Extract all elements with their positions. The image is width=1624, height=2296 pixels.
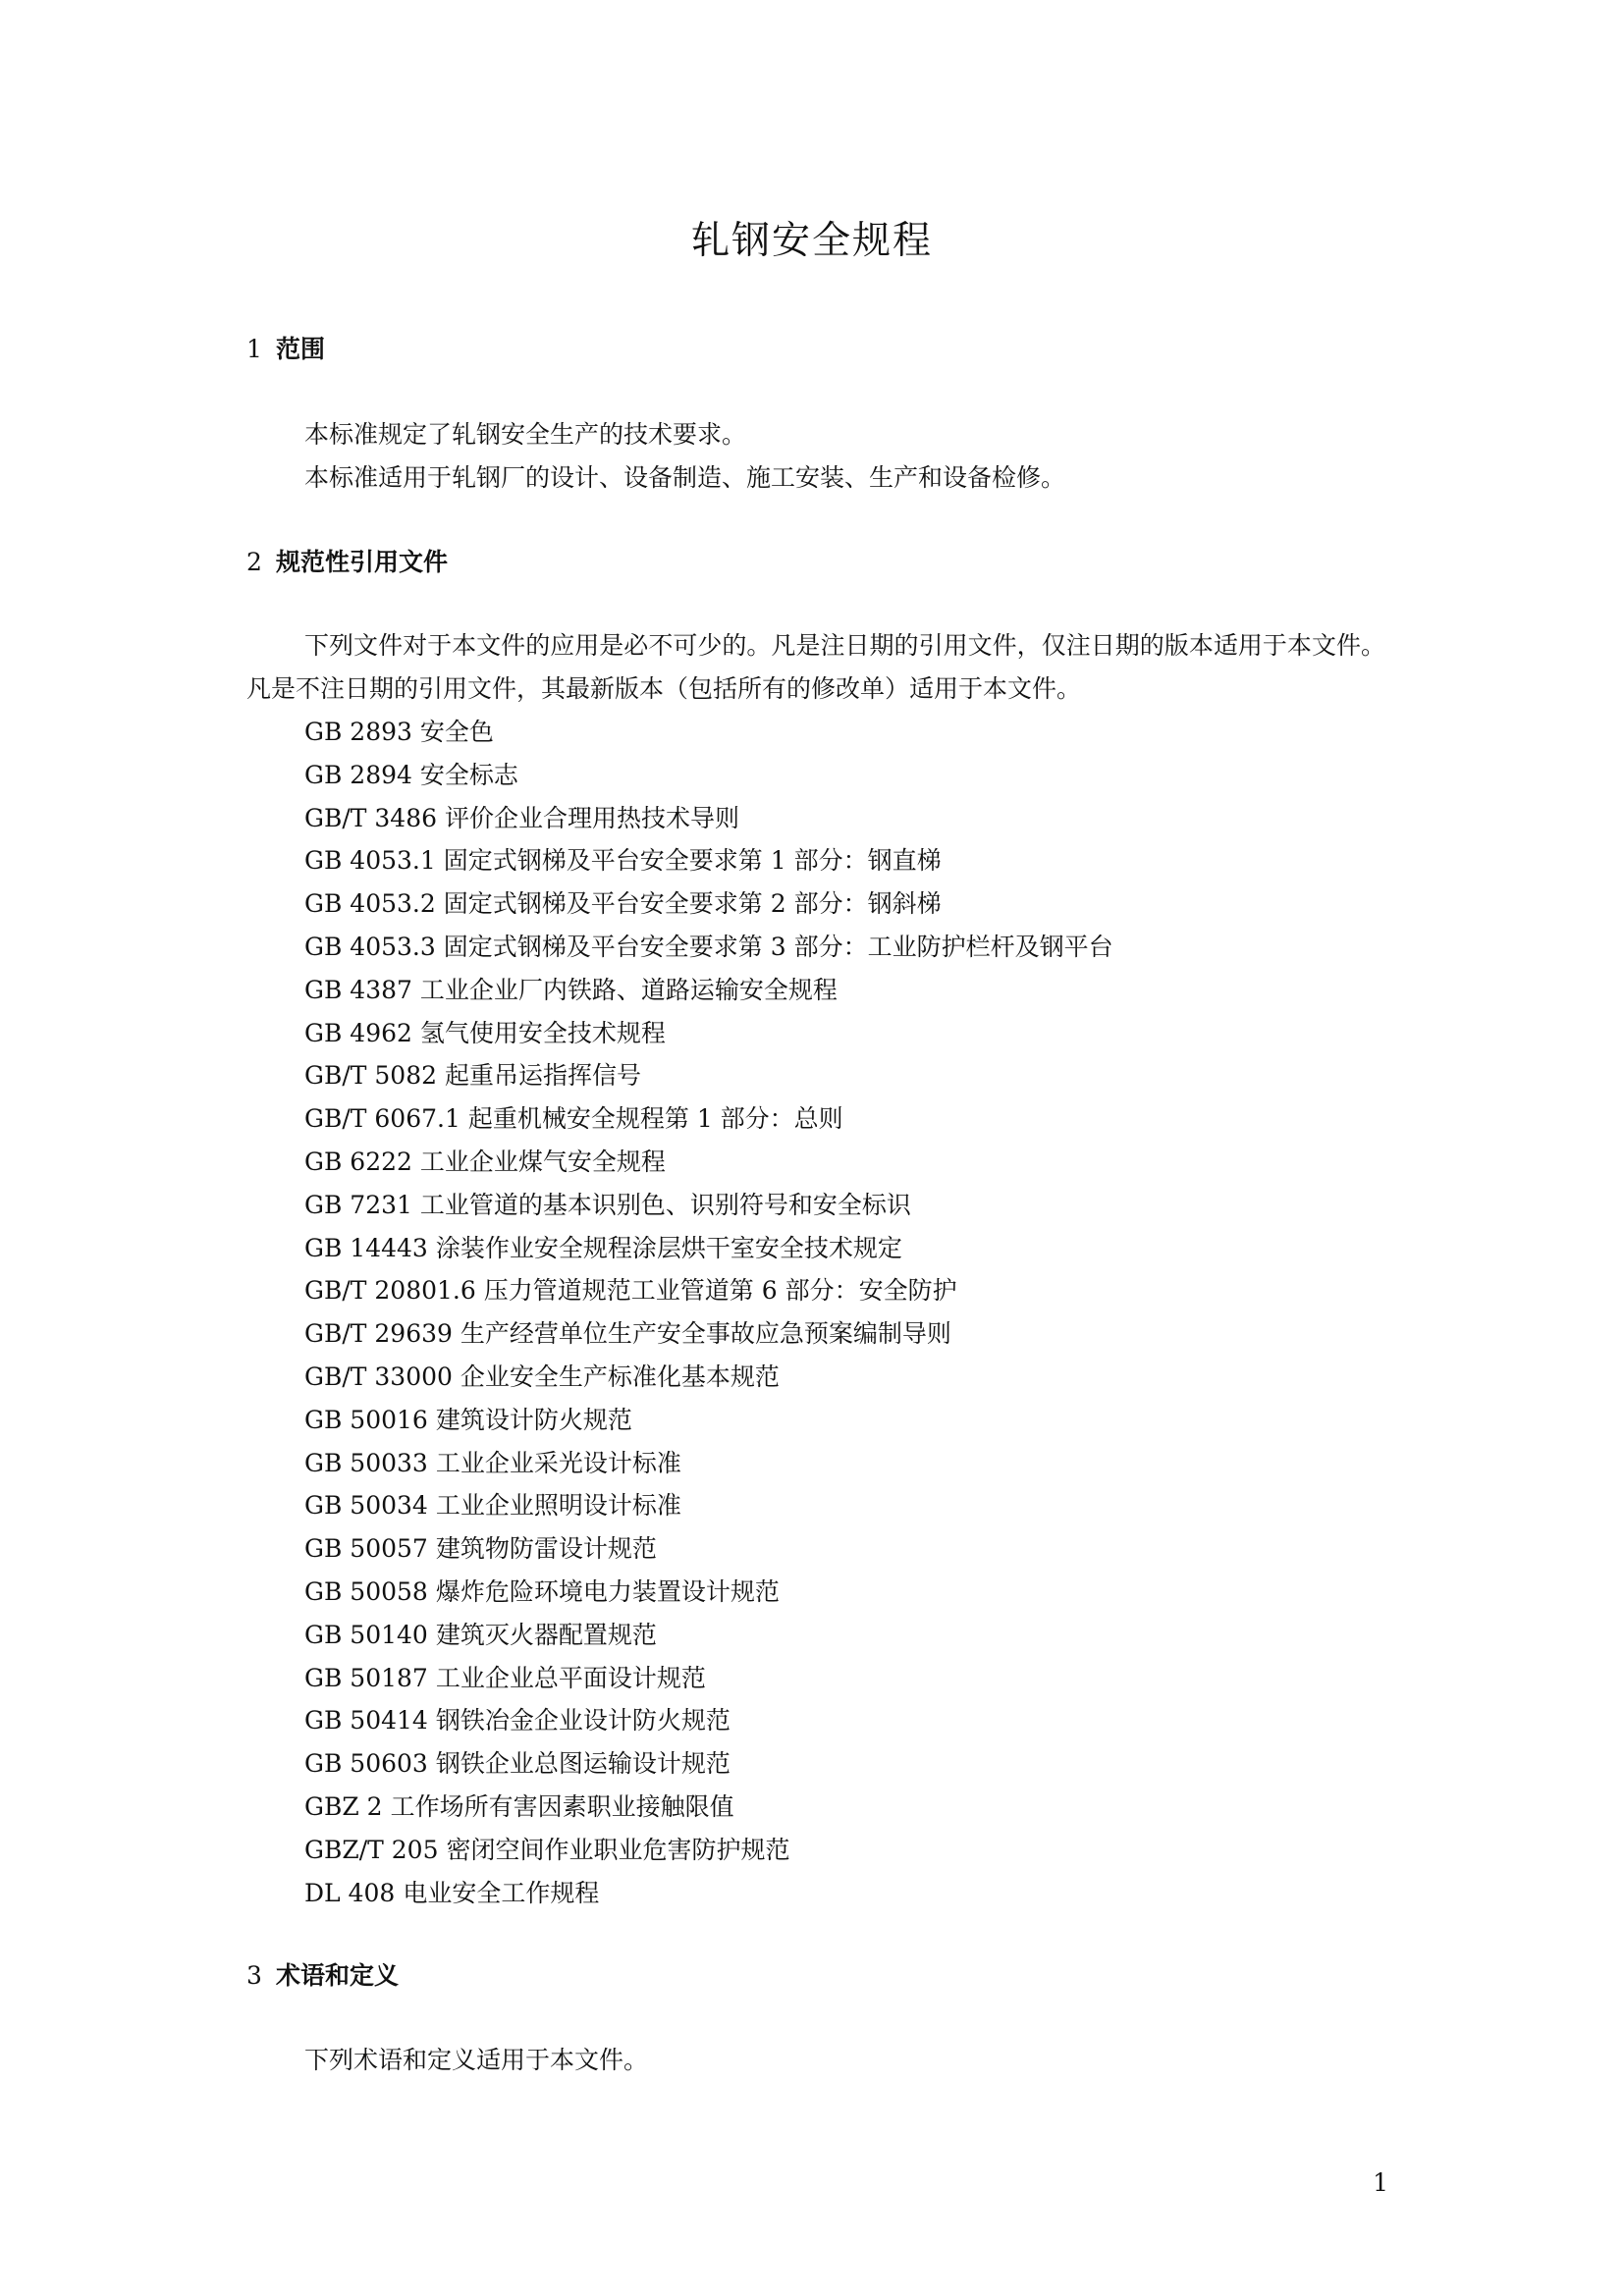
- reference-code: GBZ/T 205: [304, 1835, 439, 1864]
- reference-title: 建筑物防雷设计规范: [435, 1534, 657, 1564]
- section-title: 术语和定义: [276, 1961, 400, 1990]
- reference-code: GB 2893: [304, 718, 412, 746]
- list-item: [304, 1527, 1113, 1571]
- list-item: [304, 1872, 1113, 1915]
- reference-title: 建筑设计防火规范: [435, 1405, 632, 1434]
- list-item: [304, 1829, 1113, 1872]
- reference-title: 固定式钢梯及平台安全要求第 2 部分：钢斜梯: [443, 889, 942, 919]
- reference-title: 工业企业煤气安全规程: [419, 1147, 666, 1176]
- list-item: [304, 1227, 1113, 1270]
- reference-code: GB/T 29639: [304, 1319, 453, 1349]
- list-item: [304, 969, 1113, 1012]
- list-item: [304, 1054, 1113, 1097]
- reference-title: 钢铁企业总图运输设计规范: [435, 1749, 731, 1779]
- list-item: [304, 1141, 1113, 1184]
- section-title: 范围: [276, 335, 326, 363]
- reference-code: GB 2894: [304, 760, 412, 789]
- list-item: [304, 1312, 1113, 1356]
- list-item: [304, 1184, 1113, 1227]
- reference-code: GB 50603: [304, 1749, 428, 1779]
- section-heading-normative-references: [246, 543, 448, 582]
- reference-title: 工业管道的基本识别色、识别符号和安全标识: [419, 1190, 911, 1219]
- reference-code: GB/T 20801.6: [304, 1276, 476, 1306]
- section-title: 规范性引用文件: [276, 548, 449, 576]
- reference-code: GB 50187: [304, 1663, 428, 1692]
- reference-code: GB/T 33000: [304, 1362, 453, 1391]
- list-item: [304, 882, 1113, 926]
- reference-title: 工业企业照明设计标准: [435, 1491, 681, 1521]
- reference-title: 建筑灭火器配置规范: [435, 1620, 657, 1649]
- page-number: 1: [1373, 2168, 1388, 2197]
- list-item: [304, 1484, 1113, 1527]
- paragraph: 下列术语和定义适用于本文件。: [304, 2046, 649, 2074]
- reference-code: GB/T 6067.1: [304, 1104, 460, 1134]
- reference-code: DL 408: [304, 1878, 396, 1907]
- list-item: [304, 926, 1113, 969]
- paragraph: 下列文件对于本文件的应用是必不可少的。凡是注日期的引用文件，仅注日期的版本适用于本文件。凡是不注日期的引用文件，其最新版本（包括所有的修改单）适用于本文件。: [246, 631, 1385, 703]
- reference-title: 固定式钢梯及平台安全要求第 3 部分：工业防护栏杆及钢平台: [443, 932, 1113, 961]
- reference-code: GB 4387: [304, 975, 412, 1004]
- section-number: 3: [246, 1961, 262, 1990]
- list-item: [304, 1442, 1113, 1485]
- list-item: [304, 839, 1113, 882]
- reference-code: GB 14443: [304, 1233, 428, 1262]
- reference-title: 生产经营单位生产安全事故应急预案编制导则: [460, 1319, 951, 1349]
- reference-code: GB 50033: [304, 1448, 428, 1477]
- reference-list: [304, 711, 1113, 1914]
- reference-title: 工业企业厂内铁路、道路运输安全规程: [419, 975, 838, 1004]
- reference-code: GB 50057: [304, 1534, 428, 1564]
- reference-code: GB 50140: [304, 1620, 428, 1649]
- reference-code: GB 7231: [304, 1190, 412, 1219]
- list-item: [304, 1269, 1113, 1312]
- list-item: [304, 797, 1113, 840]
- reference-title: 安全标志: [419, 760, 518, 789]
- reference-code: GB 6222: [304, 1147, 412, 1176]
- reference-code: GB 50034: [304, 1491, 428, 1521]
- reference-title: 起重机械安全规程第 1 部分：总则: [467, 1104, 843, 1134]
- reference-title: 涂装作业安全规程涂层烘干室安全技术规定: [435, 1233, 902, 1262]
- reference-title: 起重吊运指挥信号: [445, 1061, 642, 1091]
- reference-code: GB 4053.1: [304, 846, 436, 876]
- list-item: [304, 1742, 1113, 1786]
- reference-title: 电业安全工作规程: [403, 1878, 600, 1907]
- list-item: [304, 1786, 1113, 1829]
- reference-title: 企业安全生产标准化基本规范: [460, 1362, 780, 1391]
- reference-title: 安全色: [419, 718, 494, 746]
- reference-title: 密闭空间作业职业危害防护规范: [446, 1835, 790, 1864]
- reference-code: GB 4053.2: [304, 889, 436, 919]
- list-item: [304, 1356, 1113, 1399]
- list-item: [304, 1614, 1113, 1657]
- list-item: [304, 1699, 1113, 1742]
- reference-title: 压力管道规范工业管道第 6 部分：安全防护: [483, 1276, 957, 1306]
- reference-code: GB/T 3486: [304, 803, 438, 832]
- list-item: [304, 1012, 1113, 1055]
- reference-code: GB 4053.3: [304, 932, 436, 961]
- reference-code: GB 4962: [304, 1018, 412, 1047]
- list-item: [304, 1399, 1113, 1442]
- section-heading-terms-and-definitions: [246, 1956, 399, 1996]
- list-item: [304, 1571, 1113, 1614]
- reference-code: GBZ 2: [304, 1791, 383, 1821]
- section-number: 1: [246, 335, 262, 363]
- reference-title: 钢铁冶金企业设计防火规范: [435, 1706, 731, 1735]
- reference-code: GB 50016: [304, 1405, 428, 1434]
- list-item: [304, 1657, 1113, 1700]
- document-title: 轧钢安全规程: [690, 219, 933, 263]
- paragraph: 本标准适用于轧钢厂的设计、设备制造、施工安装、生产和设备检修。: [304, 463, 1066, 492]
- section-number: 2: [246, 548, 262, 576]
- reference-code: GB 50058: [304, 1576, 428, 1606]
- list-item: [304, 1097, 1113, 1141]
- list-item: [304, 754, 1113, 797]
- list-item: [304, 711, 1113, 754]
- reference-title: 工作场所有害因素职业接触限值: [390, 1791, 734, 1821]
- section-heading-scope: [246, 330, 325, 369]
- reference-title: 工业企业总平面设计规范: [435, 1663, 706, 1692]
- reference-code: GB 50414: [304, 1706, 428, 1735]
- reference-title: 氢气使用安全技术规程: [419, 1018, 666, 1047]
- reference-title: 固定式钢梯及平台安全要求第 1 部分：钢直梯: [443, 846, 942, 876]
- paragraph: 本标准规定了轧钢安全生产的技术要求。: [304, 420, 747, 449]
- reference-title: 爆炸危险环境电力装置设计规范: [435, 1576, 780, 1606]
- reference-title: 工业企业采光设计标准: [435, 1448, 681, 1477]
- reference-title: 评价企业合理用热技术导则: [445, 803, 740, 832]
- reference-code: GB/T 5082: [304, 1061, 438, 1091]
